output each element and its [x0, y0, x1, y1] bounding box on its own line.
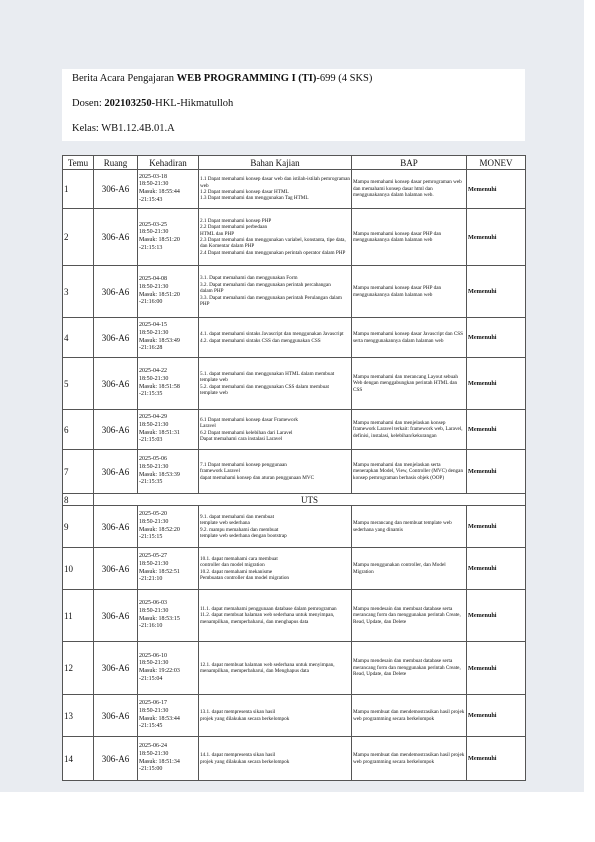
- cell-kehadiran: 2025-06-17 18:50-21:30 Masuk: 18:53:44 -21:15:45: [138, 695, 199, 737]
- cell-kehadiran: 2025-04-29 18:50-21:30 Masuk: 18:51:31 -21:15:03: [138, 410, 199, 450]
- cell-ruang: 306-A6: [94, 450, 138, 494]
- col-header-ruang: Ruang: [94, 156, 138, 170]
- course-title-line: [72, 73, 372, 84]
- col-header-bahan-kajian: Bahan Kajian: [199, 156, 352, 170]
- cell-bap: Mampu mendesain dan membuat database serta merancang form dan menggunakan perintah Create, Read, Update, dan Delete: [352, 590, 467, 642]
- cell-bap: Mampu membuat dan mendemostrasikan hasil projek web programming secara berkelompok: [352, 737, 467, 781]
- cell-ruang: 306-A6: [94, 266, 138, 318]
- cell-ruang: 306-A6: [94, 318, 138, 358]
- cell-temu: 13: [63, 695, 94, 737]
- cell-kehadiran: 2025-05-27 18:50-21:30 Masuk: 18:52:51 -21:21:10: [138, 548, 199, 590]
- cell-temu: 3: [63, 266, 94, 318]
- cell-monev: Memenuhi: [467, 548, 526, 590]
- cell-ruang: 306-A6: [94, 506, 138, 548]
- course-name: WEB PROGRAMMING I (TI): [176, 73, 317, 84]
- cell-temu: 11: [63, 590, 94, 642]
- cell-kehadiran: 2025-04-15 18:50-21:30 Masuk: 18:53:49 -21:16:28: [138, 318, 199, 358]
- lecturer-label: Dosen:: [72, 98, 105, 109]
- cell-bap: Mampu menggunakan controller, dan Model Migration: [352, 548, 467, 590]
- cell-temu: 2: [63, 209, 94, 266]
- cell-ruang: 306-A6: [94, 695, 138, 737]
- cell-bap: Mampu memahami konsep dasar PHP dan menggunakannya dalam halaman web: [352, 266, 467, 318]
- cell-monev: Memenuhi: [467, 695, 526, 737]
- meeting-report-table: [62, 155, 526, 781]
- cell-ruang: 306-A6: [94, 548, 138, 590]
- col-header-monev: MONEV: [467, 156, 526, 170]
- cell-bahan-kajian: 12.1. dapat membuat halaman web sederhana untuk menyimpan, menampilkan, memperbaharui, dan Menghapus data: [199, 642, 352, 695]
- table-row: [63, 737, 526, 781]
- cell-bahan-kajian: 13.1. dapat mempresenta sikan hasil projek yang dilakukan secara berkelompok: [199, 695, 352, 737]
- lecturer-id: 202103250: [104, 98, 152, 109]
- cell-bahan-kajian: 10.1. dapat memahami cara membuat controller dan model migration 10.2. dapat memahami mekanisme Pembuatan controller dan model migration: [199, 548, 352, 590]
- class-line: Kelas: WB1.12.4B.01.A: [72, 123, 175, 134]
- cell-kehadiran: 2025-04-22 18:50-21:30 Masuk: 18:51:58 -21:15:35: [138, 358, 199, 410]
- cell-bap: Mampu memahami dan merancang Layout sebuah Web dengan menggabungkan perintah HTML dan CSS: [352, 358, 467, 410]
- table-row: [63, 209, 526, 266]
- cell-ruang: 306-A6: [94, 358, 138, 410]
- cell-bap: Mampu memahami konsep dasar pemrograman web dan memahami konsep dasar html dan menggunakannya dalam halaman web.: [352, 170, 467, 209]
- cell-bahan-kajian: 1.1 Dapat memahami konsep dasar web dan istilah-istilah pemrograman web 1.2 Dapat memahami konsep dasar HTML 1.3 Dapat memahami dan menggunakan Tag HTML: [199, 170, 352, 209]
- table-row: [63, 642, 526, 695]
- cell-bap: Mampu memahami konsep dasar Javascript dan CSS serta menggunakannya dalam halaman web: [352, 318, 467, 358]
- cell-temu: 5: [63, 358, 94, 410]
- table-row: [63, 494, 526, 506]
- cell-ruang: 306-A6: [94, 642, 138, 695]
- table-header-row: [63, 156, 526, 170]
- cell-bahan-kajian: 3.1. Dapat memahami dan menggunakan Form 3.2. Dapat memahami dan menggunakan perintah percabangan dalam PHP 3.3. Dapat memahami dan menggunakan perintah Perulangan dalam PHP: [199, 266, 352, 318]
- cell-temu: 8: [63, 494, 94, 506]
- cell-temu: 6: [63, 410, 94, 450]
- cell-ruang: 306-A6: [94, 410, 138, 450]
- document-header: [62, 69, 525, 141]
- table-row: [63, 410, 526, 450]
- cell-kehadiran: 2025-04-08 18:50-21:30 Masuk: 18:51:20 -21:16:00: [138, 266, 199, 318]
- cell-temu: 14: [63, 737, 94, 781]
- lecturer-line: [72, 98, 233, 109]
- cell-bahan-kajian: 4.1. dapat memahami sintaks Javascript dan menggunakan Javascript 4.2. dapat memahami sintaks CSS dan menggunakan CSS: [199, 318, 352, 358]
- table-row: [63, 318, 526, 358]
- cell-temu: 4: [63, 318, 94, 358]
- cell-bap: Mampu membuat dan mendemostrasikan hasil projek web programming secara berkelompok: [352, 695, 467, 737]
- cell-ruang: 306-A6: [94, 737, 138, 781]
- cell-temu: 7: [63, 450, 94, 494]
- cell-uts-label: UTS: [94, 494, 526, 506]
- lecturer-name: -HKL-Hikmatulloh: [151, 98, 234, 109]
- cell-bap: Mampu mendesain dan membuat database serta merancang form dan menggunakan perintah Create, Read, Update, dan Delete: [352, 642, 467, 695]
- table-row: [63, 695, 526, 737]
- cell-monev: Memenuhi: [467, 209, 526, 266]
- col-header-temu: Temu: [63, 156, 94, 170]
- cell-bahan-kajian: 11.1. dapat memahami penggunaan database dalam pemrograman 11.2. dapat membuat halaman web sederhana untuk menyimpan, menampilkan, memperbaharui, dan menghapus data: [199, 590, 352, 642]
- cell-monev: Memenuhi: [467, 450, 526, 494]
- course-title-suffix: -699 (4 SKS): [316, 73, 373, 84]
- col-header-bap: BAP: [352, 156, 467, 170]
- cell-monev: Memenuhi: [467, 318, 526, 358]
- cell-monev: Memenuhi: [467, 170, 526, 209]
- cell-temu: 9: [63, 506, 94, 548]
- cell-temu: 12: [63, 642, 94, 695]
- cell-kehadiran: 2025-06-10 18:50-21:30 Masuk: 19:22:03 -21:15:04: [138, 642, 199, 695]
- cell-bahan-kajian: 2.1 Dapat memahami konsep PHP 2.2 Dapat memahami perbedaan HTML dan PHP 2.3 Dapat memahami dan menggunakan variabel, konstanta, tipe data, dan Komentar dalam PHP 2.4 Dapat memahami dan menggunakan perintah operator dalam PHP: [199, 209, 352, 266]
- cell-bap: Mampu memahami dan menjelaskan konsep framework Laravel terkait: framework web, Laravel, definisi, instalasi, kelebihan/kekurangan: [352, 410, 467, 450]
- cell-kehadiran: 2025-06-03 18:50-21:30 Masuk: 18:53:15 -21:16:10: [138, 590, 199, 642]
- cell-monev: Memenuhi: [467, 410, 526, 450]
- cell-bap: Mampu memahami konsep dasar PHP dan menggunakannya dalam halaman web: [352, 209, 467, 266]
- table-row: [63, 450, 526, 494]
- cell-temu: 1: [63, 170, 94, 209]
- cell-kehadiran: 2025-05-20 18:50-21:30 Masuk: 18:52:20 -21:15:15: [138, 506, 199, 548]
- table-row: [63, 170, 526, 209]
- cell-bahan-kajian: 14.1. dapat mempresenta sikan hasil projek yang dilakukan secara berkelompok: [199, 737, 352, 781]
- cell-ruang: 306-A6: [94, 170, 138, 209]
- cell-bahan-kajian: 6.1 Dapat memahami konsep dasar Framework Laravel 6.2 Dapat memahami kelebihan dari Laravel Dapat memahami cara instalasi Laravel: [199, 410, 352, 450]
- cell-monev: Memenuhi: [467, 642, 526, 695]
- cell-bap: Mampu memahami dan menjelaskan serta menerapkan Model, View, Controller (MVC) dengan konsep pemrograman berbasis objek (OOP): [352, 450, 467, 494]
- cell-kehadiran: 2025-06-24 18:50-21:30 Masuk: 18:51:34 -21:15:00: [138, 737, 199, 781]
- cell-temu: 10: [63, 548, 94, 590]
- cell-bap: Mampu merancang dan membuat template web sederhana yang dinamis: [352, 506, 467, 548]
- cell-ruang: 306-A6: [94, 209, 138, 266]
- table-row: [63, 266, 526, 318]
- cell-monev: Memenuhi: [467, 590, 526, 642]
- cell-kehadiran: 2025-03-25 18:50-21:30 Masuk: 18:51:20 -21:15:13: [138, 209, 199, 266]
- cell-kehadiran: 2025-03-18 18:50-21:30 Masuk: 18:55:44 -21:15:43: [138, 170, 199, 209]
- cell-bahan-kajian: 5.1. dapat memahami dan menggunakan HTML dalam membuat template web 5.2. dapat memahami dan menggunakan CSS dalam membuat template web: [199, 358, 352, 410]
- table-row: [63, 358, 526, 410]
- cell-monev: Memenuhi: [467, 358, 526, 410]
- cell-ruang: 306-A6: [94, 590, 138, 642]
- course-title-prefix: Berita Acara Pengajaran: [72, 73, 177, 84]
- cell-bahan-kajian: 9.1. dapat memahami dan membuat template web sederhana 9.2. mampu memahami dan membuat template web sederhana dengan bootstrap: [199, 506, 352, 548]
- cell-monev: Memenuhi: [467, 266, 526, 318]
- table-row: [63, 506, 526, 548]
- col-header-kehadiran: Kehadiran: [138, 156, 199, 170]
- cell-kehadiran: 2025-05-06 18:50-21:30 Masuk: 18:53:39 -21:15:35: [138, 450, 199, 494]
- cell-bahan-kajian: 7.1 Dapat memahami konsep penggunaan framework Laravel dapat memahami konsep dan aturan penggunaan MVC: [199, 450, 352, 494]
- table-row: [63, 590, 526, 642]
- cell-monev: Memenuhi: [467, 506, 526, 548]
- table-row: [63, 548, 526, 590]
- cell-monev: Memenuhi: [467, 737, 526, 781]
